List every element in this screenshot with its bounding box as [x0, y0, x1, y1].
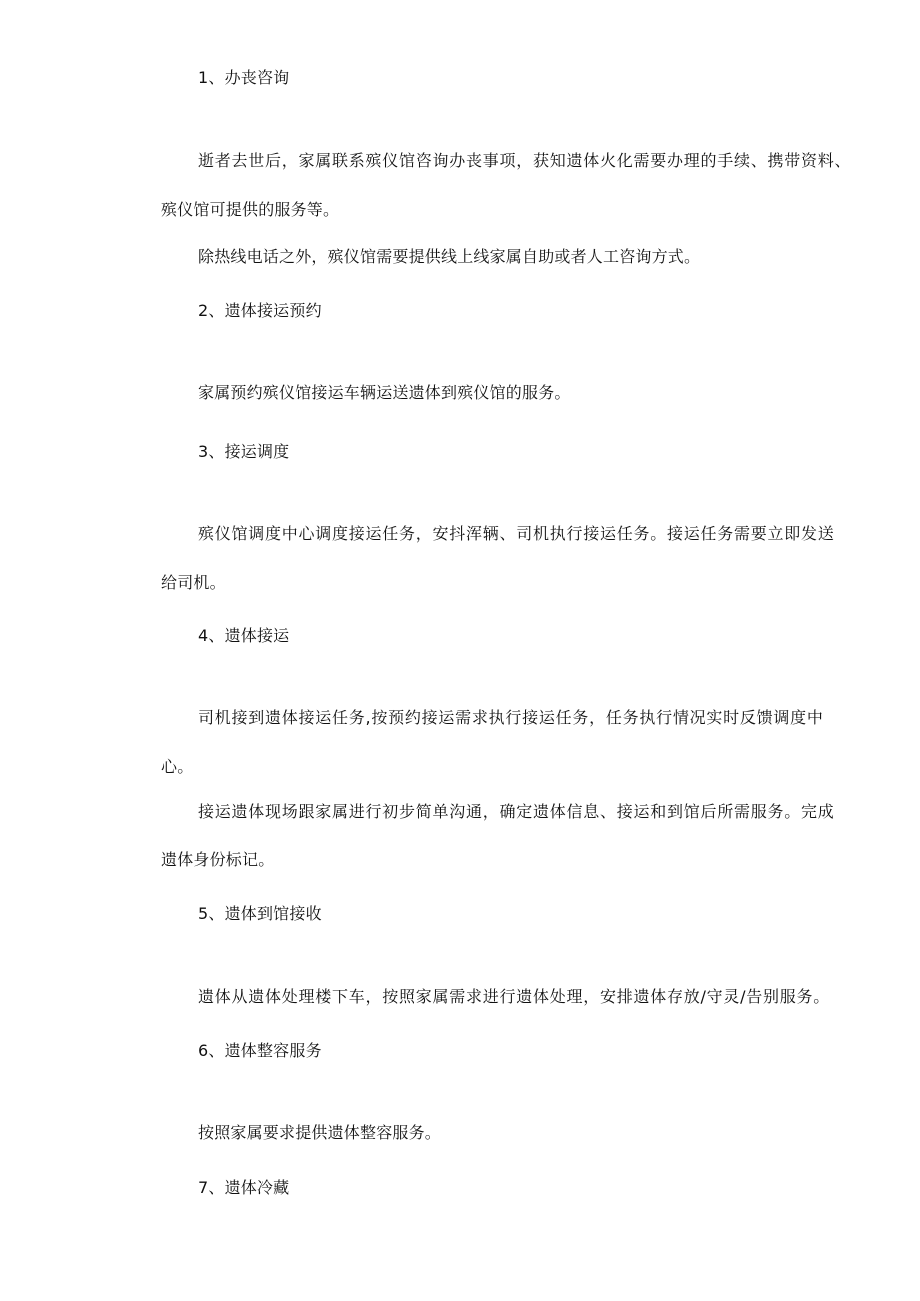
section-heading: 3、接运调度	[198, 442, 290, 461]
paragraph-line: 司机接到遗体接运任务,按预约接运需求执行接运任务，任务执行情况实时反馈调度中	[198, 708, 824, 727]
paragraph-line: 家属预约殡仪馆接运车辆运送遗体到殡仪馆的服务。	[198, 383, 571, 402]
paragraph-line: 殡仪馆调度中心调度接运任务，安抖浑辆、司机执行接运任务。接运任务需要立即发送	[198, 524, 835, 543]
paragraph-line: 遗体身份标记。	[161, 850, 275, 869]
section-heading: 6、遗体整容服务	[198, 1041, 322, 1060]
section-heading: 4、遗体接运	[198, 626, 290, 645]
paragraph-line: 遗体从遗体处理楼下车，按照家属需求进行遗体处理，安排遗体存放/守灵/告别服务。	[198, 987, 831, 1006]
paragraph-line: 按照家属要求提供遗体整容服务。	[198, 1123, 442, 1142]
paragraph-line: 给司机。	[161, 573, 226, 592]
paragraph-line: 接运遗体现场跟家属进行初步简单沟通，确定遗体信息、接运和到馆后所需服务。完成	[198, 802, 835, 821]
section-heading: 2、遗体接运预约	[198, 301, 322, 320]
section-heading: 7、遗体冷藏	[198, 1178, 290, 1197]
section-heading: 1、办丧咨询	[198, 68, 290, 87]
paragraph-line: 逝者去世后，家属联系殡仪馆咨询办丧事项，获知遗体火化需要办理的手续、携带资料、	[198, 151, 852, 170]
paragraph-line: 心。	[161, 757, 194, 776]
section-heading: 5、遗体到馆接收	[198, 904, 322, 923]
paragraph-line: 殡仪馆可提供的服务等。	[161, 200, 340, 219]
paragraph-line: 除热线电话之外，殡仪馆需要提供线上线家属自助或者人工咨询方式。	[198, 247, 701, 266]
